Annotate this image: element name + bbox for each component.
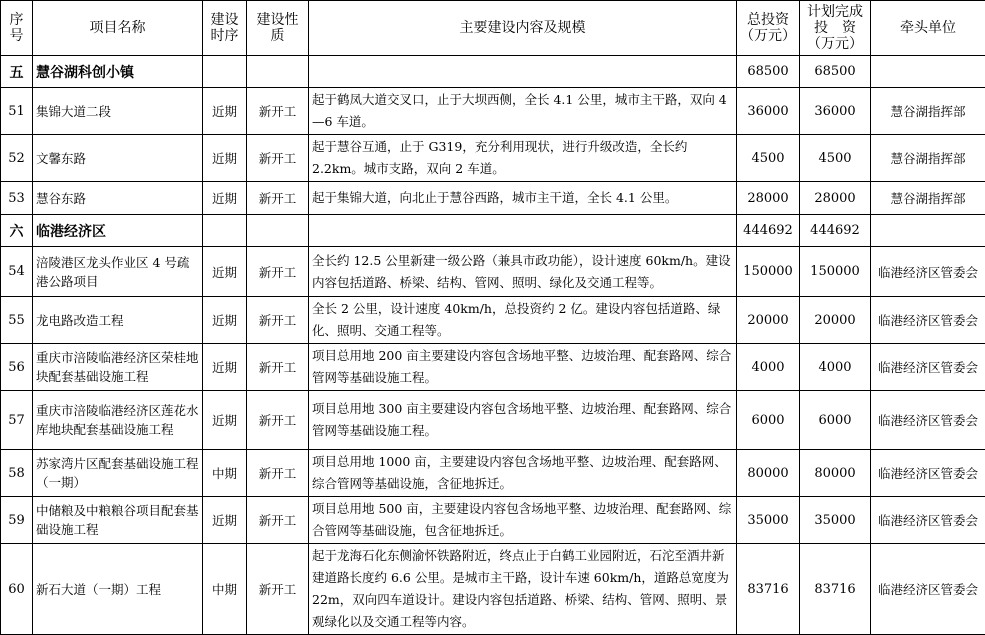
- row-seq: 58: [1, 450, 33, 497]
- row-seq: 53: [1, 182, 33, 215]
- row-content: 项目总用地 200 亩主要建设内容包含场地平整、边坡治理、配套路网、综合管网等基础设施工程。: [309, 344, 737, 391]
- row-lead: 临港经济区管委会: [871, 544, 985, 635]
- header-content: 主要建设内容及规模: [309, 1, 737, 56]
- row-lead: 临港经济区管委会: [871, 247, 985, 297]
- header-period: 建设时序: [203, 1, 247, 56]
- row-nature: 新开工: [247, 88, 309, 135]
- row-nature: 新开工: [247, 450, 309, 497]
- row-lead: 临港经济区管委会: [871, 497, 985, 544]
- row-plan: 83716: [800, 544, 871, 635]
- row-nature: 新开工: [247, 247, 309, 297]
- header-total: [737, 1, 800, 56]
- row-seq: 51: [1, 88, 33, 135]
- row-seq: 59: [1, 497, 33, 544]
- row-total: 6000: [737, 391, 800, 450]
- row-seq: 52: [1, 135, 33, 182]
- row-period: 近期: [203, 88, 247, 135]
- header-lead: 牵头单位: [871, 1, 985, 56]
- table-row: [1, 497, 985, 544]
- header-seq: 序号: [1, 1, 33, 56]
- row-seq: 57: [1, 391, 33, 450]
- row-plan: 4000: [800, 344, 871, 391]
- row-name: 集锦大道二段: [33, 88, 203, 135]
- table-row: [1, 450, 985, 497]
- empty-cell: [247, 215, 309, 247]
- section-title: 慧谷湖科创小镇: [33, 56, 203, 88]
- row-lead: 慧谷湖指挥部: [871, 135, 985, 182]
- table-row: [1, 247, 985, 297]
- row-total: 36000: [737, 88, 800, 135]
- section-row: [1, 56, 985, 88]
- table-row: [1, 135, 985, 182]
- row-lead: 临港经济区管委会: [871, 450, 985, 497]
- row-lead: 临港经济区管委会: [871, 344, 985, 391]
- row-plan: 6000: [800, 391, 871, 450]
- row-period: 近期: [203, 344, 247, 391]
- row-name: 新石大道（一期）工程: [33, 544, 203, 635]
- row-content: 起于集锦大道，向北止于慧谷西路，城市主干道，全长 4.1 公里。: [309, 182, 737, 215]
- row-seq: 54: [1, 247, 33, 297]
- row-name: 文馨东路: [33, 135, 203, 182]
- row-period: 近期: [203, 497, 247, 544]
- row-nature: 新开工: [247, 297, 309, 344]
- section-index: 五: [1, 56, 33, 88]
- header-total-line2: （万元）: [740, 28, 796, 44]
- row-period: 中期: [203, 450, 247, 497]
- row-total: 83716: [737, 544, 800, 635]
- row-name: 龙电路改造工程: [33, 297, 203, 344]
- empty-cell: [309, 215, 737, 247]
- section-plan: 444692: [800, 215, 871, 247]
- row-content: 起于鹤凤大道交叉口，止于大坝西侧，全长 4.1 公里，城市主干路，双向 4—6 车道。: [309, 88, 737, 135]
- row-period: 近期: [203, 182, 247, 215]
- row-content: 项目总用地 300 亩主要建设内容包含场地平整、边坡治理、配套路网、综合管网等基础设施工程。: [309, 391, 737, 450]
- header-nature: 建设性质: [247, 1, 309, 56]
- table-row: [1, 182, 985, 215]
- empty-cell: [203, 215, 247, 247]
- row-seq: 60: [1, 544, 33, 635]
- row-name: 涪陵港区龙头作业区 4 号疏港公路项目: [33, 247, 203, 297]
- row-total: 4500: [737, 135, 800, 182]
- section-title: 临港经济区: [33, 215, 203, 247]
- row-period: 近期: [203, 391, 247, 450]
- row-plan: 150000: [800, 247, 871, 297]
- row-nature: 新开工: [247, 391, 309, 450]
- row-content: 起于龙海石化东侧渝怀铁路附近，终点止于白鹤工业园附近，石沱至酒井新建道路长度约 6.6 公里。是城市主干路，设计车速 60km/h，道路总宽度为 22m，双向四车道设计。建设内容包括道路、桥梁、结构、管网、照明、景观绿化以及交通工程等内容。: [309, 544, 737, 635]
- section-row: [1, 215, 985, 247]
- row-nature: 新开工: [247, 544, 309, 635]
- empty-cell: [247, 56, 309, 88]
- row-total: 80000: [737, 450, 800, 497]
- row-total: 150000: [737, 247, 800, 297]
- row-plan: 28000: [800, 182, 871, 215]
- table-row: [1, 88, 985, 135]
- row-content: 项目总用地 500 亩，主要建设内容包含场地平整、边坡治理、配套路网、综合管网等基础设施，包含征地拆迁。: [309, 497, 737, 544]
- row-plan: 36000: [800, 88, 871, 135]
- header-plan-line1: 计划完成: [807, 4, 863, 20]
- table-row: [1, 297, 985, 344]
- table-row: [1, 391, 985, 450]
- row-seq: 56: [1, 344, 33, 391]
- empty-cell: [309, 56, 737, 88]
- row-total: 20000: [737, 297, 800, 344]
- table-row: [1, 344, 985, 391]
- row-lead: 慧谷湖指挥部: [871, 182, 985, 215]
- row-period: 近期: [203, 135, 247, 182]
- row-seq: 55: [1, 297, 33, 344]
- row-plan: 80000: [800, 450, 871, 497]
- header-total-line1: 总投资: [747, 12, 789, 28]
- section-total: 444692: [737, 215, 800, 247]
- row-name: 苏家湾片区配套基础设施工程（一期）: [33, 450, 203, 497]
- row-name: 重庆市涪陵临港经济区荣桂地块配套基础设施工程: [33, 344, 203, 391]
- empty-cell: [203, 56, 247, 88]
- row-nature: 新开工: [247, 344, 309, 391]
- row-content: 全长约 12.5 公里新建一级公路（兼具市政功能），设计速度 60km/h。建设内容包括道路、桥梁、结构、管网、照明、绿化及交通工程等。: [309, 247, 737, 297]
- row-period: 中期: [203, 544, 247, 635]
- table-row: [1, 544, 985, 635]
- row-lead: 临港经济区管委会: [871, 391, 985, 450]
- row-total: 28000: [737, 182, 800, 215]
- table-header-row: [1, 1, 985, 56]
- section-total: 68500: [737, 56, 800, 88]
- section-plan: 68500: [800, 56, 871, 88]
- row-name: 慧谷东路: [33, 182, 203, 215]
- section-index: 六: [1, 215, 33, 247]
- row-period: 近期: [203, 297, 247, 344]
- header-plan-line3: （万元）: [807, 36, 863, 52]
- row-nature: 新开工: [247, 497, 309, 544]
- row-period: 近期: [203, 247, 247, 297]
- row-plan: 4500: [800, 135, 871, 182]
- header-plan-line2: 投 资: [814, 20, 856, 36]
- row-name: 中储粮及中粮粮谷项目配套基础设施工程: [33, 497, 203, 544]
- row-content: 起于慧谷互通，止于 G319，充分利用现状，进行升级改造，全长约 2.2km。城市支路，双向 2 车道。: [309, 135, 737, 182]
- empty-cell: [871, 215, 985, 247]
- empty-cell: [871, 56, 985, 88]
- row-content: 项目总用地 1000 亩，主要建设内容包含场地平整、边坡治理、配套路网、综合管网等基础设施，含征地拆迁。: [309, 450, 737, 497]
- row-nature: 新开工: [247, 135, 309, 182]
- header-plan: [800, 1, 871, 56]
- header-name: 项目名称: [33, 1, 203, 56]
- row-lead: 临港经济区管委会: [871, 297, 985, 344]
- row-lead: 慧谷湖指挥部: [871, 88, 985, 135]
- row-total: 4000: [737, 344, 800, 391]
- row-total: 35000: [737, 497, 800, 544]
- row-plan: 35000: [800, 497, 871, 544]
- row-content: 全长 2 公里，设计速度 40km/h，总投资约 2 亿。建设内容包括道路、绿化、照明、交通工程等。: [309, 297, 737, 344]
- row-name: 重庆市涪陵临港经济区莲花水库地块配套基础设施工程: [33, 391, 203, 450]
- row-plan: 20000: [800, 297, 871, 344]
- row-nature: 新开工: [247, 182, 309, 215]
